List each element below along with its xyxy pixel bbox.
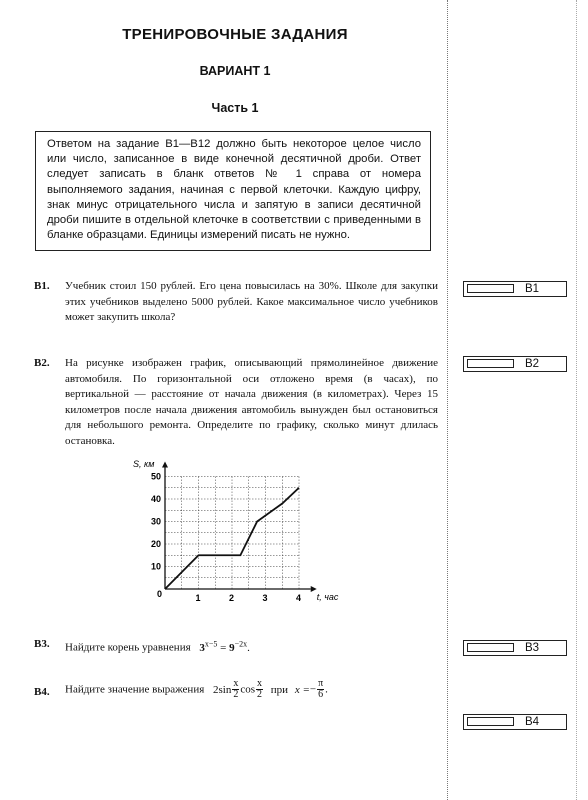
task-b4-prefix: Найдите значение выражения: [65, 683, 205, 696]
y-tick-label: 30: [150, 516, 161, 527]
task-b1-text: Учебник стоил 150 рублей. Его цена повысилась на 30%. Школе для закупки этих учебников выделено 5000 рублей. Какое максимальное число учебников может закупить школа?: [65, 280, 438, 324]
y-axis-label: S, км: [133, 460, 155, 469]
answer-cell[interactable]: [467, 643, 514, 652]
task-b2-text: На рисунке изображен график, описывающий прямолинейное движение автомобиля. По горизонтальной оси отложено время (в часах), по вертикальной — расстояние от начала движения (в километрах). Через 15 километров после начала движения автомобиль вынужден был остановиться для небольшого ремонта. Определите по графику, сколько минут длилась остановка.: [65, 357, 438, 447]
margin-edge-line: [576, 0, 577, 800]
task-b2-number: B2.: [34, 357, 50, 369]
task-b4-number: B4.: [34, 686, 50, 698]
answer-box-b1[interactable]: [463, 281, 567, 297]
answer-box-label: B4: [525, 716, 540, 728]
distance-time-chart: [125, 460, 355, 610]
margin-divider: [447, 0, 448, 800]
answer-box-b3[interactable]: [463, 640, 567, 656]
y-tick-label: 20: [150, 539, 161, 549]
task-b3-number: B3.: [34, 638, 50, 650]
task-b3-text: [65, 636, 438, 656]
x-tick-label: 2: [229, 593, 235, 603]
answer-box-label: B2: [525, 358, 540, 370]
y-axis-arrow: [162, 462, 168, 468]
answer-box-label: B3: [525, 642, 540, 654]
origin-label: 0: [157, 589, 163, 599]
part-heading: Часть 1: [211, 101, 259, 115]
x-tick-label: 1: [195, 593, 201, 603]
x-tick-label: 4: [296, 593, 302, 603]
answer-cell[interactable]: [467, 717, 514, 726]
variant-heading: ВАРИАНТ 1: [199, 64, 271, 78]
fraction: $\frac{x}{2}$: [233, 678, 239, 700]
y-tick-label: 50: [150, 471, 161, 482]
page-title: ТРЕНИРОВОЧНЫЕ ЗАДАНИЯ: [122, 26, 348, 43]
fraction: $\frac{\pi}{6}$: [318, 678, 324, 700]
answer-cell[interactable]: [467, 284, 514, 293]
instructions-box: Ответом на задание В1—В12 должно быть некоторое целое число или число, записанное в виде конечной десятичной дроби. Ответ следует записать в бланк ответов № 1 справа от номера выполняемого задания, начиная с первой клеточки. Каждую цифру, знак минус отрицательного числа и запятую в записи десятичной дроби пишите в отдельной клеточке в соответствии с приведенными в бланке образцами. Единицы измерений писать не нужно.: [35, 131, 431, 251]
task-b3-prefix: Найдите корень уравнения: [65, 641, 191, 654]
x-tick-label: 3: [262, 593, 268, 603]
equation: $3^{x-5} = 9^{-2x}$.: [199, 639, 250, 654]
task-b4-text: Найдите значение выражения 2sin $\frac{x}{2}$ cos $\frac{x}{2}$ при x =− $\frac{\pi}{6}$ .: [65, 678, 328, 700]
answer-box-label: B1: [525, 283, 540, 295]
y-tick-label: 10: [150, 561, 161, 572]
answer-cell[interactable]: [467, 359, 514, 368]
answer-box-b4[interactable]: [463, 714, 567, 730]
fraction: $\frac{x}{2}$: [257, 678, 263, 700]
answer-box-b2[interactable]: [463, 356, 567, 372]
x-axis-label: t, час: [316, 592, 339, 602]
task-b1-number: B1.: [34, 280, 50, 292]
chart-grid: [165, 477, 299, 590]
y-tick-label: 40: [150, 494, 161, 504]
